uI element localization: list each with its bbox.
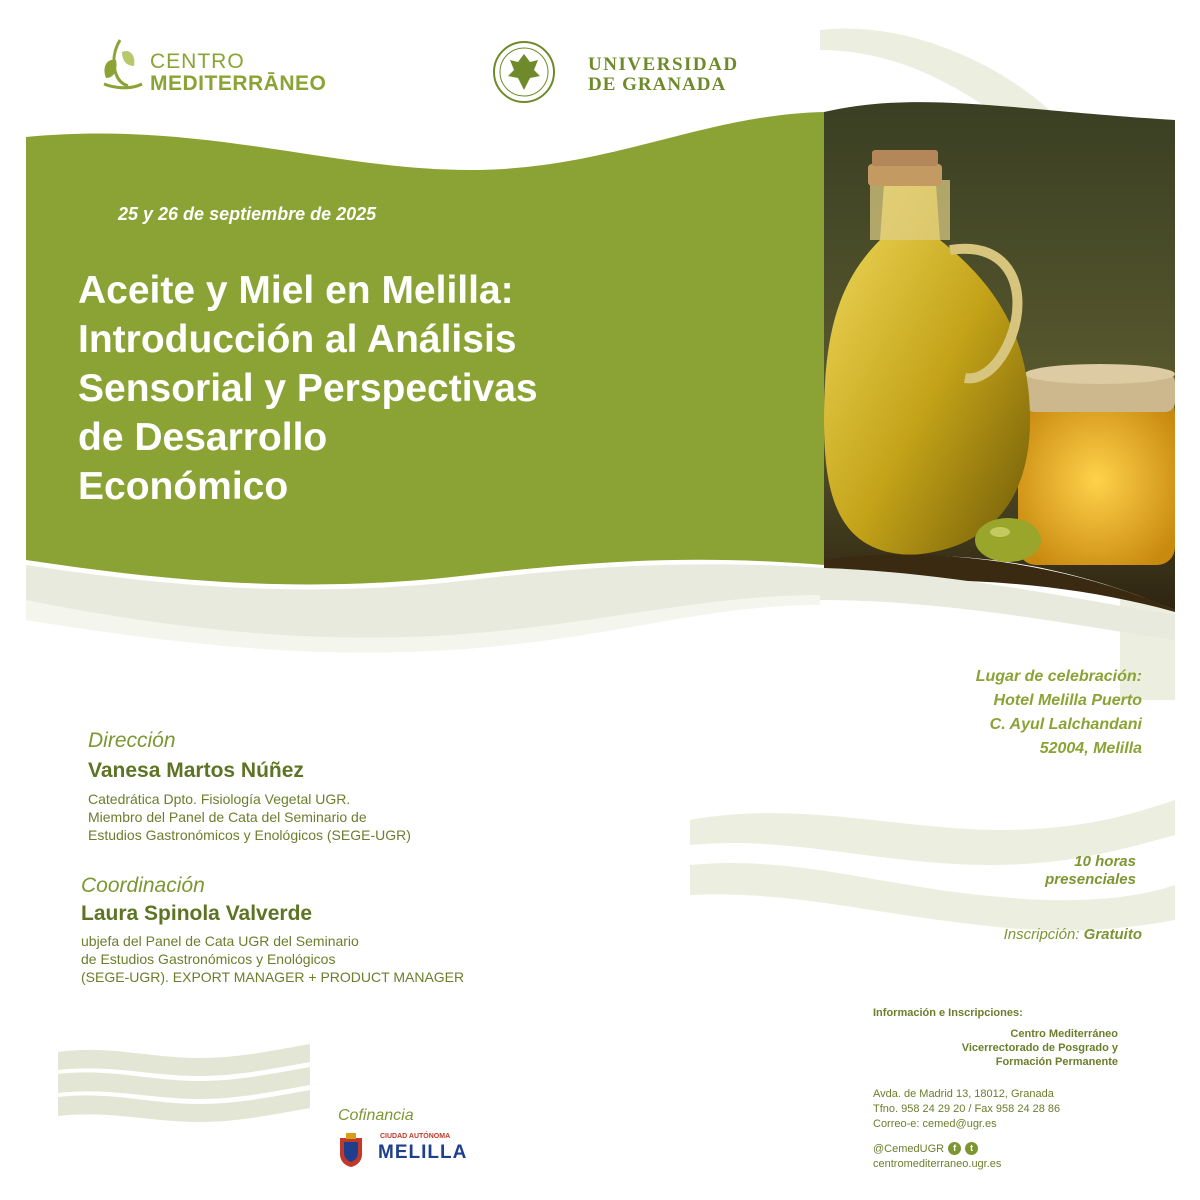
melilla-small-text: CIUDAD AUTÓNOMA [380,1133,451,1140]
centro-line2: MEDITERRĀNEO [150,72,327,95]
venue-block [976,665,1142,761]
address: Avda. de Madrid 13, 18012, Granada [873,1088,1054,1100]
coordinacion-name: Laura Spinola Valverde [81,902,313,925]
inscripcion [1004,926,1142,943]
melilla-crest-icon [330,1132,372,1168]
hours-line1: 10 horas [1074,853,1136,870]
ugr-line1: UNIVERSIDAD [588,54,739,75]
info-body [962,1027,1118,1069]
venue-name: Hotel Melilla Puerto [993,692,1142,709]
email-link[interactable]: Correo-e: cemed@ugr.es [873,1118,997,1130]
bl-wave-1 [58,1044,310,1076]
direccion-description [88,790,411,844]
title-line: de Desarrollo [78,416,328,459]
facebook-icon[interactable]: f [948,1142,961,1155]
event-title [78,266,808,511]
phone: Tfno. 958 24 29 20 / Fax 958 24 28 86 [873,1103,1061,1115]
ugr-logo [492,40,792,104]
hours-block [1045,853,1136,889]
inscripcion-value: Gratuito [1083,926,1142,943]
venue-street: C. Ayul Lalchandani [989,716,1142,733]
direccion-heading: Dirección [88,729,176,752]
title-line: Sensorial y Perspectivas [78,367,538,410]
coordinacion-description [81,932,464,986]
social-row [873,1142,978,1155]
desc-line: ubjefa del Panel de Cata UGR del Seminario [81,933,359,949]
info-line: Formación Permanente [995,1056,1118,1068]
event-date: 25 y 26 de septiembre de 2025 [118,204,377,224]
melilla-logo [330,1132,480,1168]
ugr-seal-icon [492,40,556,104]
title-line: Introducción al Análisis [78,318,517,361]
inscripcion-label: Inscripción: [1003,926,1080,943]
coordinacion-heading: Coordinación [81,874,205,897]
centro-mediterraneo-logo [100,38,327,98]
venue-label: Lugar de celebración: [975,668,1142,685]
desc-line: (SEGE-UGR). EXPORT MANAGER + PRODUCT MANAGER [81,969,465,985]
centro-line1: CENTRO [150,50,245,73]
oil-honey-photo [824,102,1175,612]
olive-branch-icon [100,38,146,94]
social-handle[interactable]: @CemedUGR [873,1142,945,1155]
cofinancia-label: Cofinancia [338,1107,414,1124]
desc-line: de Estudios Gastronómicos y Enológicos [81,951,336,967]
website-link[interactable]: centromediterraneo.ugr.es [873,1158,1002,1170]
desc-line: Estudios Gastronómicos y Enológicos (SEGE-UGR) [88,827,411,843]
desc-line: Catedrática Dpto. Fisiología Vegetal UGR. [88,791,351,807]
twitter-icon[interactable]: t [965,1142,978,1155]
contact-block [873,1087,1060,1132]
desc-line: Miembro del Panel de Cata del Seminario de [88,809,367,825]
info-line: Centro Mediterráneo [1010,1028,1118,1040]
title-line: Aceite y Miel en Melilla: [78,269,514,312]
venue-city: 52004, Melilla [1039,740,1142,757]
ugr-line2: DE GRANADA [588,74,727,95]
info-line: Vicerrectorado de Posgrado y [961,1042,1118,1054]
melilla-big-text: MELILLA [378,1142,468,1163]
hours-line2: presenciales [1045,871,1136,888]
title-line: Económico [78,465,289,508]
info-heading: Información e Inscripciones: [873,1007,1023,1019]
direccion-name: Vanesa Martos Núñez [88,759,304,782]
